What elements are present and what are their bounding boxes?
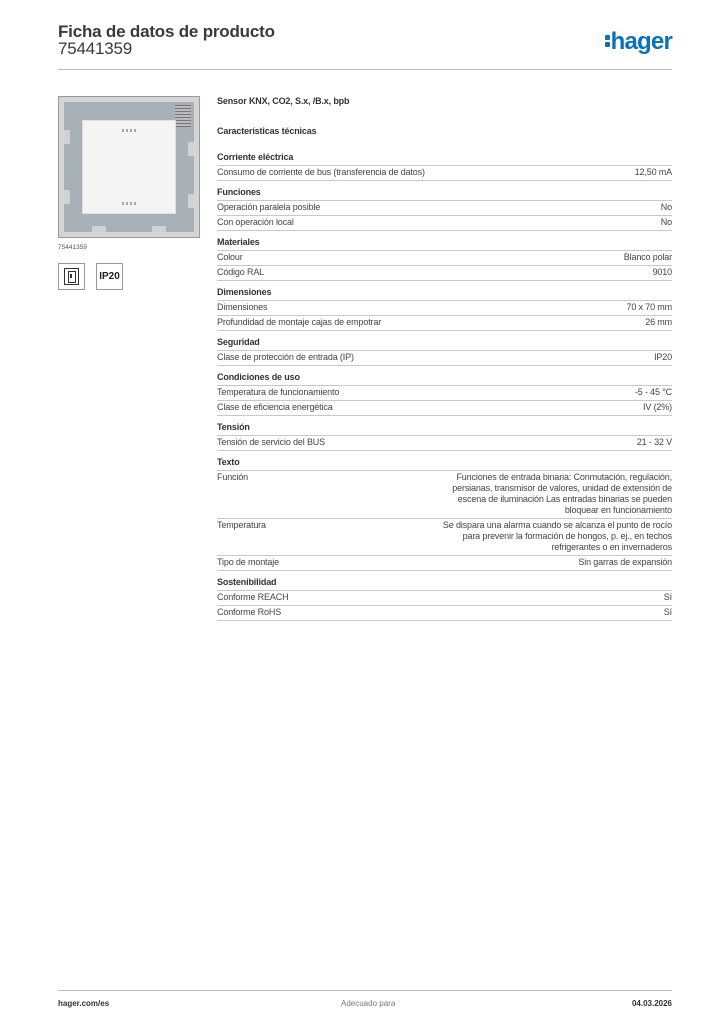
spec-value: 26 mm [645, 317, 672, 327]
frame-clip-right-bottom [188, 194, 194, 208]
document-footer [58, 990, 672, 1010]
section-title: Seguridad [217, 336, 672, 351]
frame-clip-bottom-right [152, 226, 166, 232]
spec-value: Se dispara una alarma cuando se alcanza el punto de rocío para prevenir la formación de hongos, p. ej., en techos refrigerantes o en invernaderos [442, 520, 672, 552]
knx-icon [58, 263, 85, 290]
spec-label: Colour [217, 252, 243, 262]
spec-section [217, 371, 672, 416]
logo-text: hager [610, 28, 672, 55]
spec-section [217, 151, 672, 181]
sensor-vent-top [122, 129, 138, 132]
section-title: Condiciones de uso [217, 371, 672, 386]
frame-corner-texture [175, 105, 191, 127]
spec-label: Consumo de corriente de bus (transferencia de datos) [217, 167, 425, 177]
spec-section [217, 286, 672, 331]
hager-logo [605, 28, 672, 56]
section-title: Funciones [217, 186, 672, 201]
logo-dots-icon [605, 34, 610, 48]
spec-row [217, 591, 672, 606]
switch-plate-frame [64, 102, 194, 232]
spec-row [217, 471, 672, 519]
spec-section [217, 576, 672, 621]
spec-value: Sí [663, 592, 672, 602]
spec-label: Clase de eficiencia energética [217, 402, 333, 412]
spec-row [217, 401, 672, 416]
spec-label: Tensión de servicio del BUS [217, 437, 326, 447]
ip-rating-badge: IP20 [96, 263, 123, 290]
sensor-vent-bottom [122, 202, 138, 205]
sensor-cover [82, 120, 176, 214]
tech-characteristics-title: Características técnicas [217, 126, 317, 136]
spec-label: Temperatura de funcionamiento [217, 387, 340, 397]
spec-content [217, 96, 672, 626]
spec-label: Dimensiones [217, 302, 268, 312]
spec-row [217, 251, 672, 266]
spec-row [217, 436, 672, 451]
section-title: Corriente eléctrica [217, 151, 672, 166]
frame-clip-left-top [64, 130, 70, 144]
spec-row [217, 166, 672, 181]
spec-section [217, 421, 672, 451]
product-number: 75441359 [58, 39, 133, 58]
spec-value: 70 x 70 mm [626, 302, 672, 312]
footer-website: hager.com/es [58, 999, 110, 1008]
spec-label: Tipo de montaje [217, 557, 279, 567]
product-image [58, 96, 200, 238]
section-title: Dimensiones [217, 286, 672, 301]
spec-value: No [660, 202, 672, 212]
spec-label: Operación paralela posible [217, 202, 321, 212]
spec-row [217, 556, 672, 571]
spec-row [217, 266, 672, 281]
spec-label: Función [217, 472, 248, 482]
spec-row [217, 386, 672, 401]
spec-label: Clase de protección de entrada (IP) [217, 352, 354, 362]
spec-sections [217, 151, 672, 621]
spec-section [217, 456, 672, 571]
spec-row [217, 316, 672, 331]
spec-row [217, 351, 672, 366]
spec-value: Funciones de entrada binaria: Conmutación, regulación, persianas, transmisor de valores, unidad de extensión de escena de iluminación Las entradas binarias se pueden bloquear en funcionamiento [452, 472, 672, 515]
spec-row [217, 301, 672, 316]
spec-label: Temperatura [217, 520, 266, 530]
section-title: Texto [217, 456, 672, 471]
frame-clip-bottom-left [92, 226, 106, 232]
frame-clip-left-bottom [64, 190, 70, 204]
spec-value: 12,50 mA [634, 167, 672, 177]
spec-value: 21 - 32 V [636, 437, 672, 447]
spec-row [217, 201, 672, 216]
document-header [58, 22, 672, 70]
spec-section [217, 186, 672, 231]
spec-row [217, 606, 672, 621]
spec-row [217, 216, 672, 231]
image-caption: 75441359 [58, 244, 87, 251]
footer-center-text: Adecuado para [341, 999, 396, 1008]
frame-clip-right-top [188, 142, 194, 156]
spec-value: -5 - 45 °C [634, 387, 672, 397]
spec-label: Profundidad de montaje cajas de empotrar [217, 317, 382, 327]
spec-label: Código RAL [217, 267, 265, 277]
spec-value: Sí [663, 607, 672, 617]
spec-label: Conforme RoHS [217, 607, 282, 617]
spec-value: IV (2%) [643, 402, 672, 412]
knx-glyph [64, 268, 79, 285]
section-title: Sostenibilidad [217, 576, 672, 591]
section-title: Materiales [217, 236, 672, 251]
footer-date: 04.03.2026 [631, 999, 672, 1008]
spec-section [217, 336, 672, 366]
spec-section [217, 236, 672, 281]
product-name: Sensor KNX, CO2, S.x, /B.x, bpb [217, 96, 350, 106]
page-title: Ficha de datos de producto [58, 22, 275, 41]
spec-value: IP20 [654, 352, 672, 362]
spec-value: 9010 [652, 267, 672, 277]
spec-label: Con operación local [217, 217, 294, 227]
section-title: Tensión [217, 421, 672, 436]
spec-label: Conforme REACH [217, 592, 289, 602]
spec-row [217, 519, 672, 556]
spec-value: No [660, 217, 672, 227]
spec-value: Sin garras de expansión [578, 557, 672, 567]
spec-value: Blanco polar [623, 252, 672, 262]
